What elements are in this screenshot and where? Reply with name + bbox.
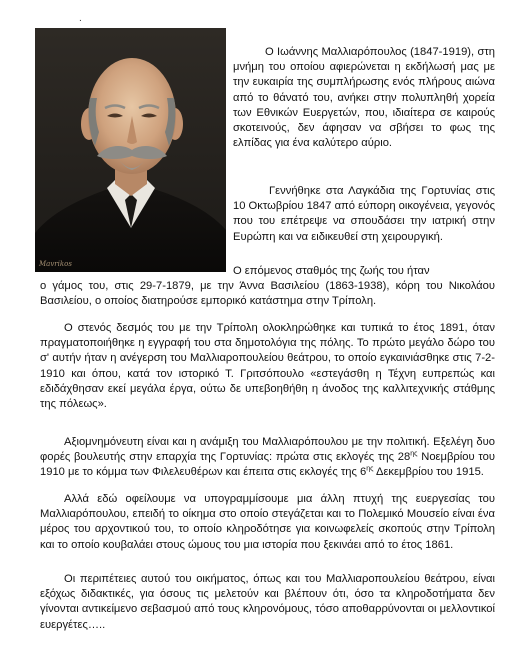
painter-signature: Mavrikos — [39, 260, 72, 268]
paragraph-intro: Ο Ιωάννης Μαλλιαρόπουλος (1847-1919), στη μνήμη του οποίου αφιερώνεται η εκδήλωσή μας με την ευκαιρία της συμπλήρωσης ενός πλήρους αιώνα από το θάνατό του, ανήκει στην πολυπληθή χορεία των Εθνικών Ευεργετών, που, ιδιαίτερα σε καιρούς σκοτεινούς, δεν άφησαν να σβήσει το φως της ελπίδας για ένα καλύτερο αύριο. — [233, 46, 495, 150]
paragraph-birth: Γεννήθηκε στα Λαγκάδια της Γορτυνίας στις 10 Οκτωβρίου 1847 από εύπορη οικογένεια, γεγονός που του επέτρεψε να σπουδάσει την ιατρική στην Ευρώπη και να ειδικευθεί στη χειρουργική. — [233, 185, 495, 243]
ordinal-suffix-1: ης — [410, 450, 418, 458]
portrait-illustration — [35, 28, 226, 272]
stray-mark: . — [79, 13, 82, 24]
paragraph-conclusion: Οι περιπέτειες αυτού του οικήματος, όπως και του Μαλλιαροπουλείου θεάτρου, είναι εξόχως διδακτικές, για όσους τις μελετούν και βλέπουν ότι, όσο τα κληροδοτήματα δεν γίνονται αντικείμενο σεβασμού από τους κληρονόμους, τόσο αποθαρρύνονται οι μελλοντικοί ευεργέτες….. — [40, 573, 495, 631]
paragraph-marriage — [40, 264, 495, 310]
paragraph-marriage-rest: ο γάμος του, στις 29-7-1879, με την Άννα Βασιλείου (1863-1938), κόρη του Νικολάου Βασιλείου, ο οποίος διατηρούσε εμπορικό κατάστημα στην Τρίπολη. — [40, 280, 495, 308]
paragraph-politics — [40, 435, 495, 481]
politics-text-a: Αξιομνημόνευτη είναι και η ανάμιξη του Μαλλιαρόπουλου με την πολιτική. Εξελέγη δυο φορές βουλευτής στην επαρχία της Γορτυνίας: πρώτα στις εκλογές της 28 — [40, 436, 495, 464]
portrait-photo — [35, 28, 226, 272]
paragraph-tripoli: Ο στενός δεσμός του με την Τρίπολη ολοκληρώθηκε και τυπικά το έτος 1891, όταν πραγματοποιήθηκε η εγγραφή του στα δημοτολόγια της πόλης. Το πρώτο μεγάλο δώρο του σ' αυτήν ήταν η ανέγερση του Μαλλιαρoπουλείου θεάτρου, το οποίο εγκαινιάσθηκε στις 7-2-1910 και όπου, κατά τον ιστορικό Τ. Γριτσόπουλο «εστεγάσθη η Τέχνη ευπρεπώς και εδιδάχθησαν εκεί μεγάλα έργα, ούτω δε υπεβοηθήθη η άνοδος της καλλιτεχνικής στάθμης της πόλεως». — [40, 322, 495, 411]
paragraph-marriage-first-line: Ο επόμενος σταθμός της ζωής του ήταν — [233, 265, 430, 277]
ordinal-suffix-2: ης — [366, 465, 374, 473]
paragraph-mansion: Αλλά εδώ οφείλουμε να υπογραμμίσουμε μια άλλη πτυχή της ευεργεσίας του Μαλλιαρόπουλου, επειδή το οίκημα στο οποίο στεγάζεται και το Πολεμικό Μουσείο είναι ένα μέρος του αρχοντικού του, το οποίο κληροδότησε για κοινωφελείς σκοπούς στην Τρίπολη και το οποίο κουβαλάει στους ώμους του μια ιστορία που ξεκινάει από το έτος 1861. — [40, 493, 495, 551]
politics-text-b: Νοεμβρίου του 1910 με το κόμμα των Φιλελευθέρων και έπειτα στις εκλογές της 6 — [40, 451, 495, 479]
politics-text-c: Δεκεμβρίου του 1915. — [373, 466, 484, 479]
